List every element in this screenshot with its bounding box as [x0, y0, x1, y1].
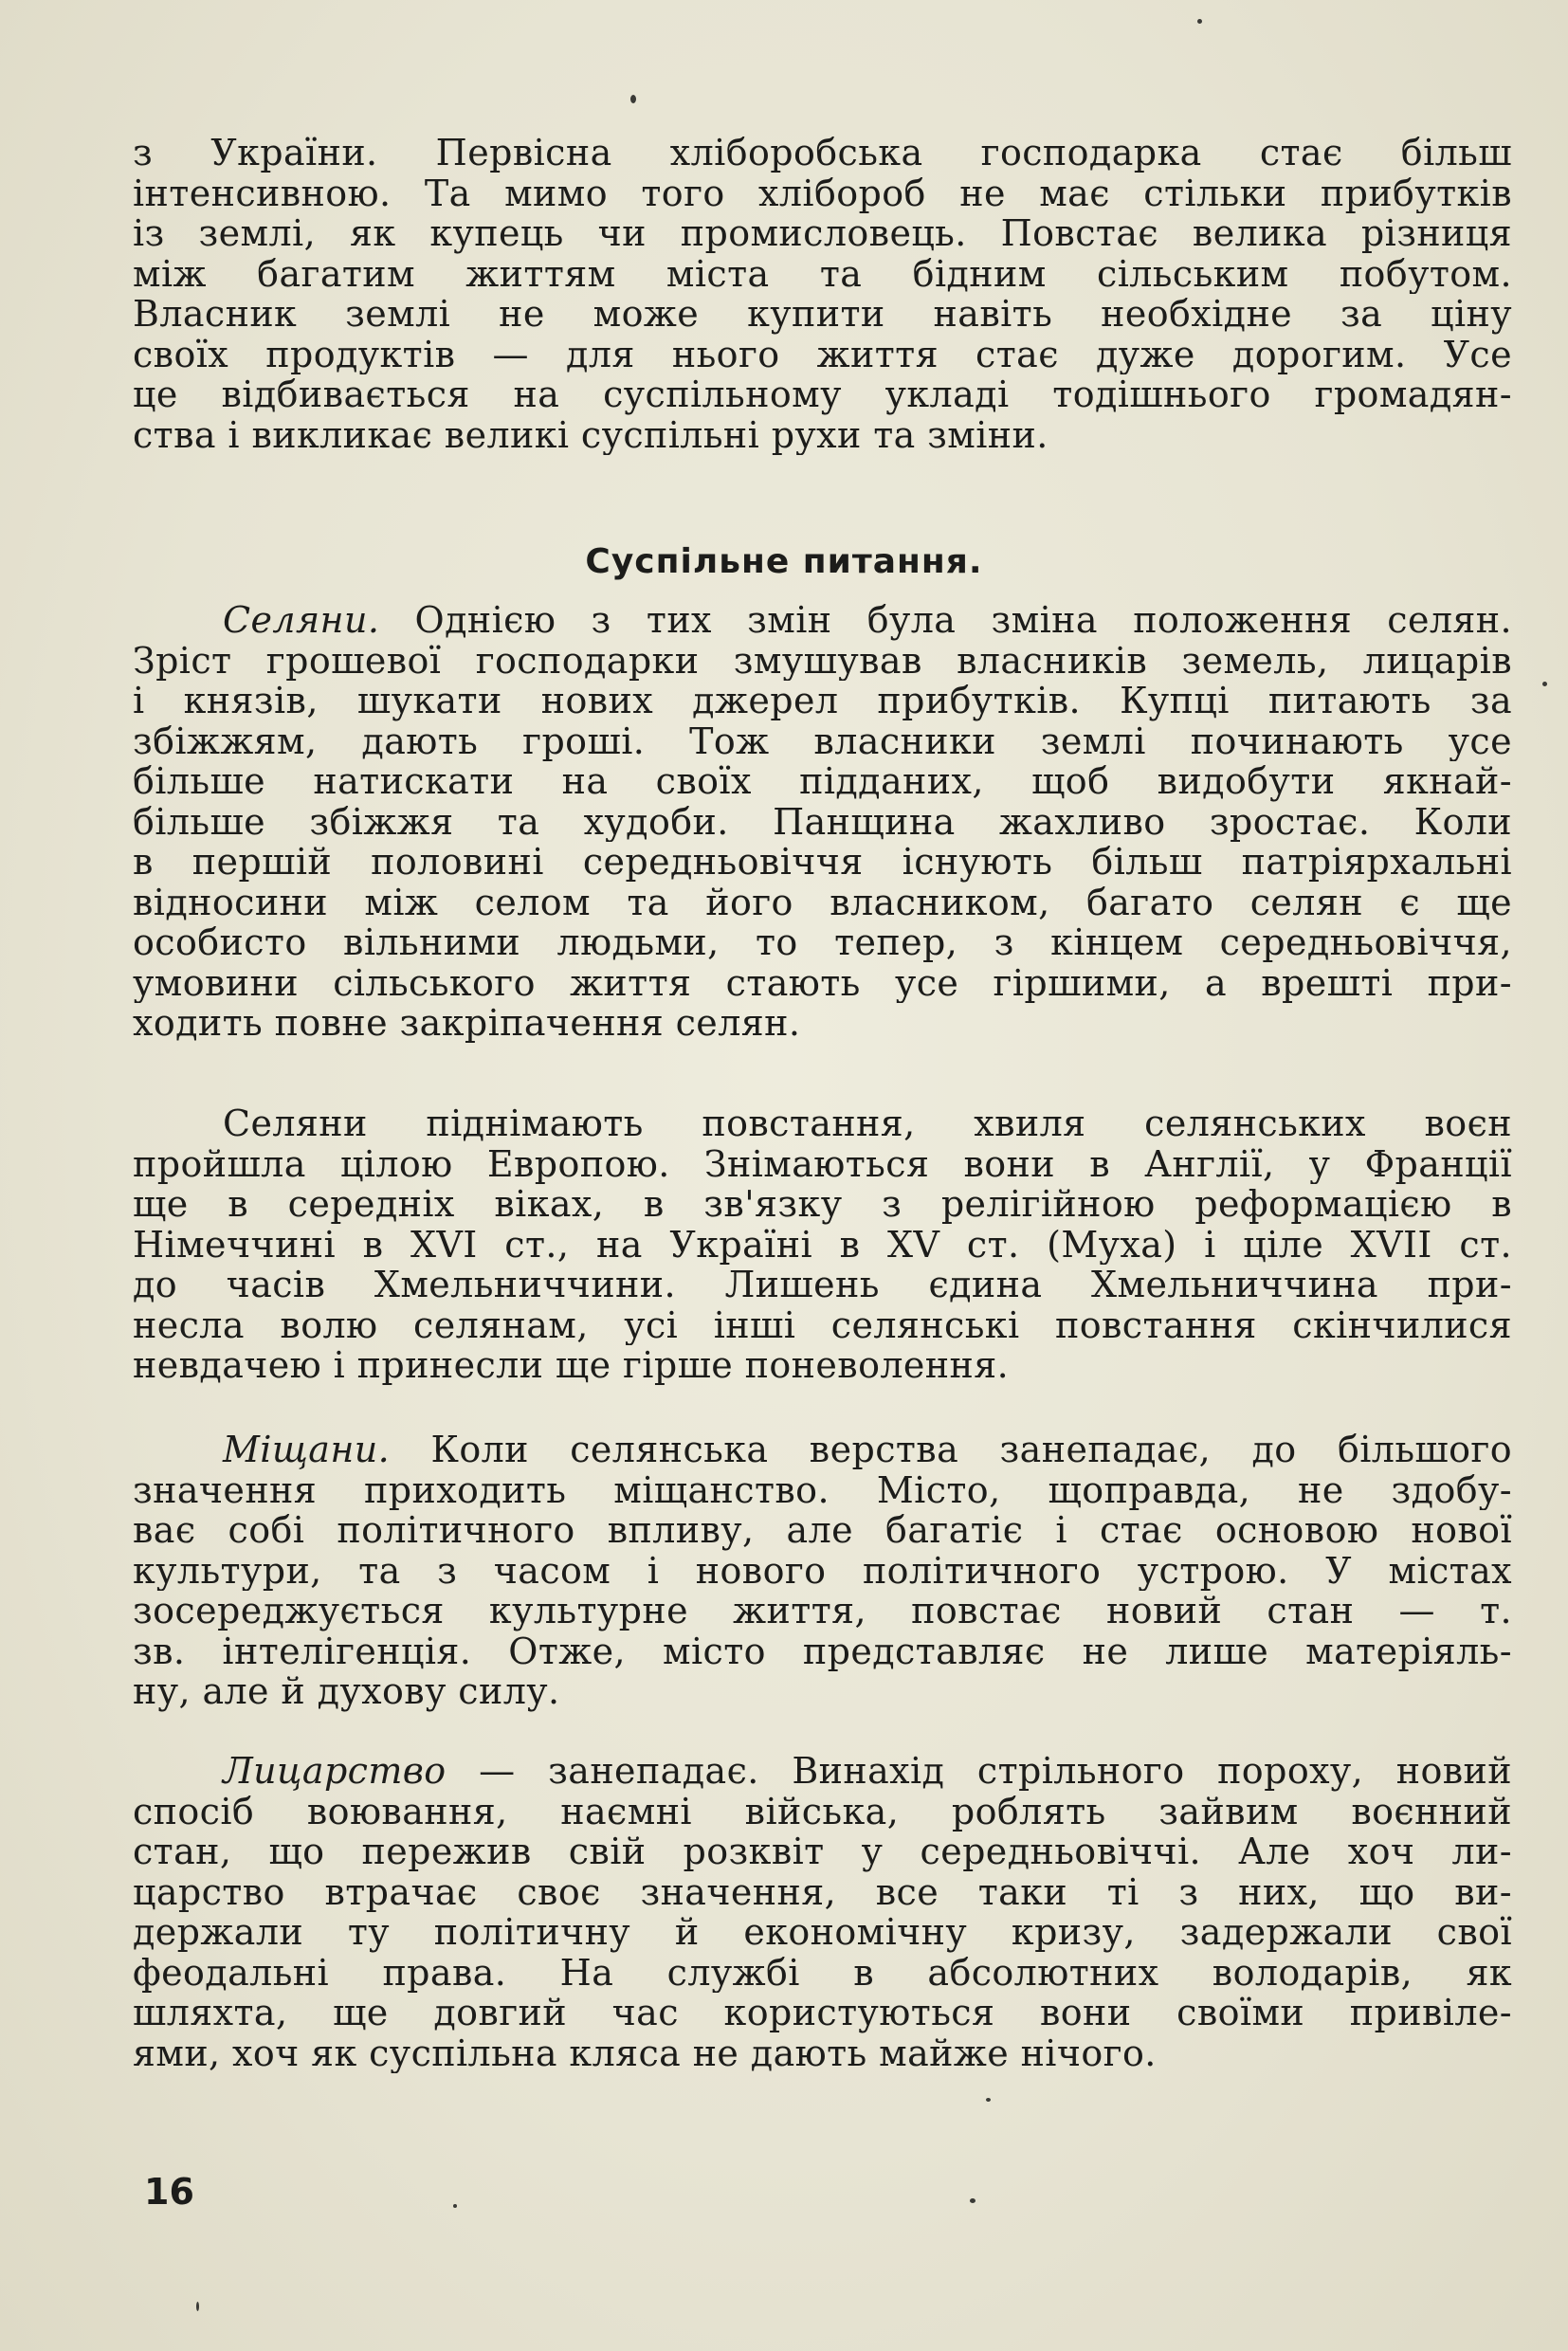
- page-number: 16: [144, 2171, 194, 2213]
- text-line: відносини між селом та його власником, багато селян є ще: [133, 882, 1512, 922]
- paragraph-uprisings: [133, 1103, 1512, 1386]
- text-line: Власник землі не може купити навіть необхідне за ціну: [133, 294, 1512, 335]
- text-line: Міщани. Коли селянська верства занепадає, до більшого: [223, 1430, 1512, 1470]
- text-line: шляхта, ще довгий час користуються вони своїми привіле-: [133, 1993, 1512, 2033]
- text-line: зв. інтелігенція. Отже, місто представляє не лише матеріяль-: [133, 1631, 1512, 1671]
- text-line: більше збіжжя та худоби. Панщина жахливо зростає. Коли: [133, 801, 1512, 842]
- text-line: культури, та з часом і нового політичного устрою. У містах: [133, 1550, 1512, 1591]
- text-line: ходить повне закріпачення селян.: [133, 1003, 801, 1044]
- paragraph-lead: Лицарство: [223, 1751, 447, 1792]
- text-line: між багатим життям міста та бідним сільським побутом.: [133, 253, 1512, 294]
- text-line: невдачею і принесли ще гірше поневолення.: [133, 1345, 1010, 1386]
- scan-speck: [630, 95, 636, 103]
- text-line: пройшла цілою Европою. Знімаються вони в Англії, у Франції: [133, 1143, 1512, 1184]
- scan-speck: [986, 2098, 991, 2102]
- scan-speck: [196, 2302, 199, 2311]
- text-line: спосіб воювання, наємні війська, роблять зайвим воєнний: [133, 1791, 1512, 1832]
- text-line: Селяни. Однією з тих змін була зміна положення селян.: [223, 600, 1512, 641]
- text-line: умовини сільського життя стають усе гіршими, а врешті при-: [133, 962, 1512, 1003]
- text-line: збіжжям, дають гроші. Тож власники землі починають усе: [133, 720, 1512, 761]
- text-line: ще в середніх віках, в зв'язку з релігійною реформацією в: [133, 1184, 1512, 1225]
- text-line: стан, що пережив свій розквіт у середньовіччі. Але хоч ли-: [133, 1832, 1512, 1872]
- text-line: в першій половині середньовіччя існують більш патріярхальні: [133, 842, 1512, 883]
- scan-speck: [1197, 19, 1202, 24]
- text-line: феодальні права. На службі в абсолютних володарів, як: [133, 1952, 1512, 1993]
- paragraph-lead: Селяни.: [223, 600, 380, 641]
- text-line: своїх продуктів — для нього життя стає дуже дорогим. Усе: [133, 334, 1512, 374]
- text-line: особисто вільними людьми, то тепер, з кінцем середньовіччя,: [133, 922, 1512, 963]
- paragraph-townspeople: [133, 1430, 1512, 1712]
- scan-speck: [453, 2204, 457, 2208]
- text-line: із землі, як купець чи промисловець. Повстає велика різниця: [133, 213, 1512, 254]
- text-line: зосереджується культурне життя, повстає новий стан — т.: [133, 1591, 1512, 1631]
- intro-paragraph: [133, 133, 1512, 455]
- text-line: значення приходить міщанство. Місто, щоправда, не здобу-: [133, 1469, 1512, 1510]
- text-line: інтенсивною. Та мимо того хлібороб не має стільки прибутків: [133, 173, 1512, 213]
- text-line: Зріст грошевої господарки змушував власників земель, лицарів: [133, 640, 1512, 681]
- text-line: і князів, шукати нових джерел прибутків. Купці питають за: [133, 681, 1512, 721]
- text-line: ства і викликає великі суспільні рухи та зміни.: [133, 414, 1048, 455]
- section-heading: Суспільне питання.: [585, 542, 983, 581]
- text-line: Німеччині в XVI ст., на Україні в XV ст. (Муха) і ціле XVII ст.: [133, 1224, 1512, 1265]
- text-line: Лицарство — занепадає. Винахід стрільного пороху, новий: [223, 1751, 1512, 1792]
- text-line: Селяни піднімають повстання, хвиля селянських воєн: [223, 1103, 1512, 1144]
- paragraph-lead: Міщани.: [223, 1430, 391, 1470]
- text-line: несла волю селянам, усі інші селянські повстання скінчилися: [133, 1304, 1512, 1345]
- text-line: більше натискати на своїх підданих, щоб видобути якнай-: [133, 761, 1512, 802]
- text-line: ває собі політичного впливу, але багатіє і стає основою нової: [133, 1510, 1512, 1551]
- text-line: до часів Хмельниччини. Лишень єдина Хмельниччина при-: [133, 1265, 1512, 1305]
- text-line: держали ту політичну й економічну кризу, задержали свої: [133, 1912, 1512, 1953]
- text-line: це відбивається на суспільному укладі тодішнього громадян-: [133, 374, 1512, 415]
- scan-speck: [970, 2198, 975, 2203]
- scan-speck: [1542, 682, 1547, 686]
- text-line: ну, але й духову силу.: [133, 1671, 560, 1712]
- text-line: ями, хоч як суспільна кляса не дають майже нічого.: [133, 2032, 1157, 2073]
- text-line: з України. Первісна хліборобська господарка стає більш: [133, 133, 1512, 173]
- text-line: царство втрачає своє значення, все таки ті з них, що ви-: [133, 1871, 1512, 1912]
- paragraph-knighthood: [133, 1751, 1512, 2073]
- paragraph-peasants: [133, 600, 1512, 1044]
